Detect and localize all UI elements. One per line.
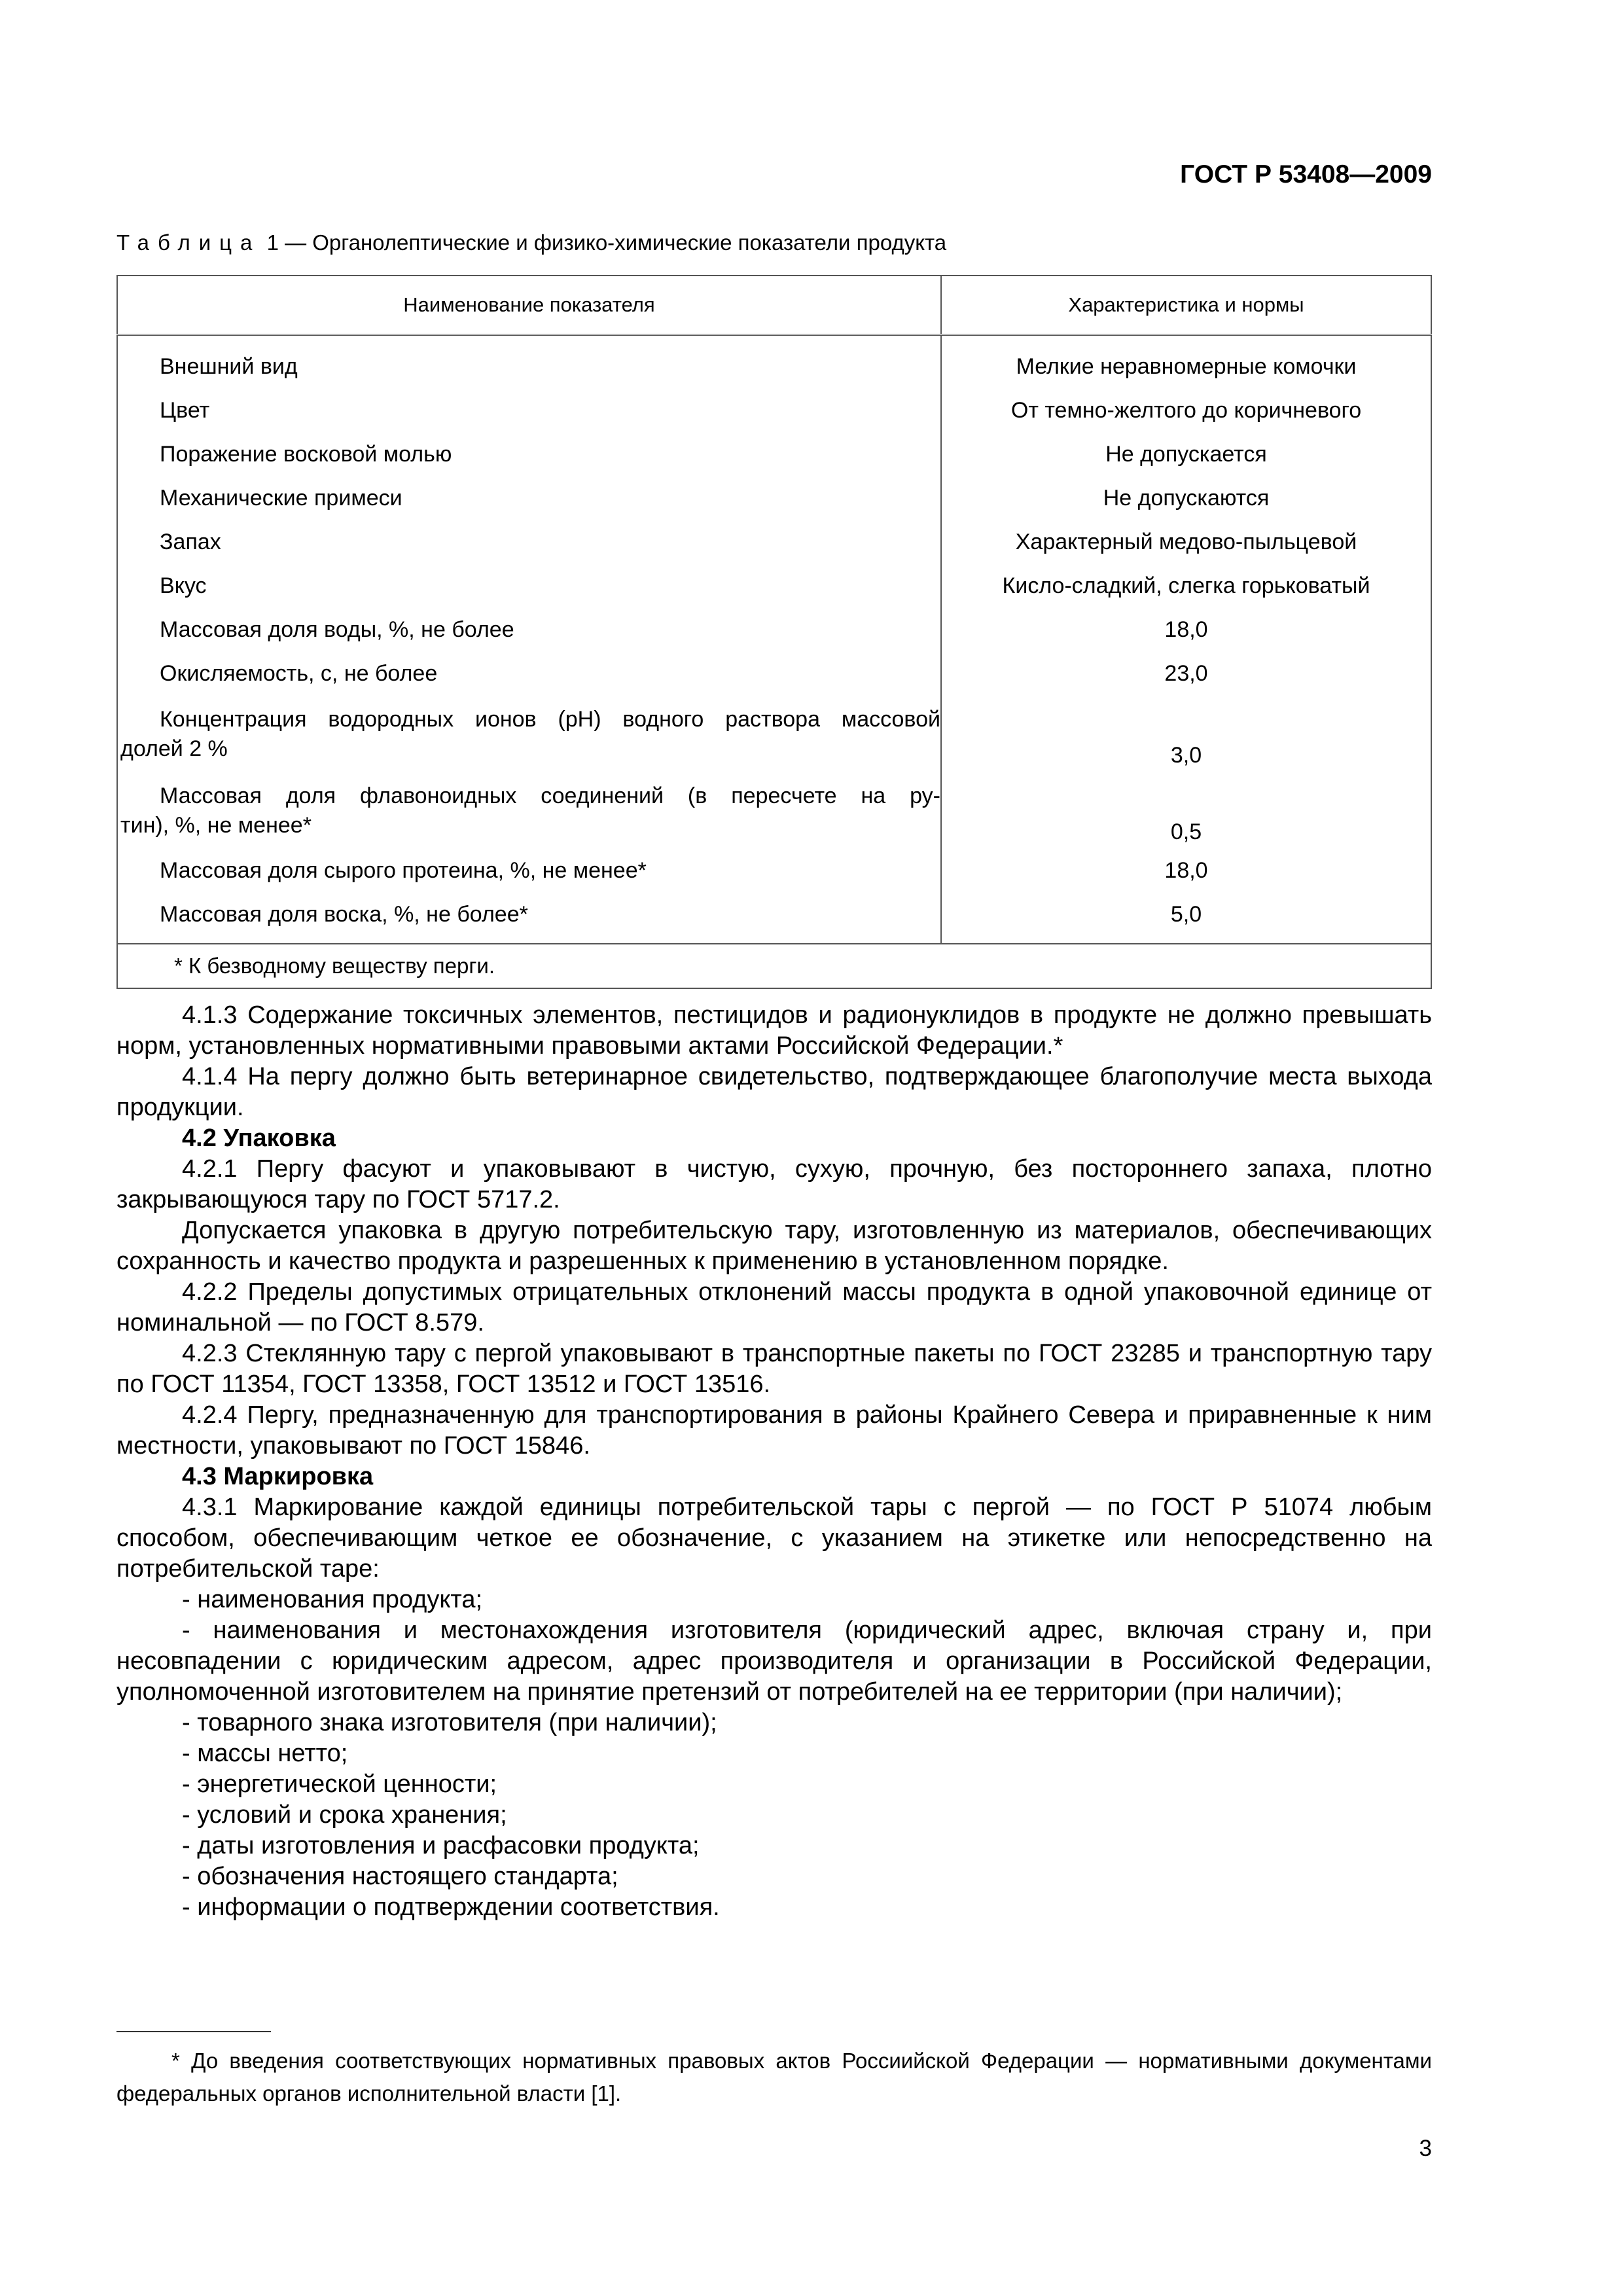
row-value: 18,0 [941, 849, 1431, 893]
list-item: - энергетической ценности; [182, 1770, 497, 1798]
paragraph-4-2-3: 4.2.3 Стеклянную тару с пергой упаковывают в транспортные пакеты по ГОСТ 23285 и транспортную тару по ГОСТ 11354, ГОСТ 13358, ГОСТ 13512 и ГОСТ 13516. [116, 1340, 1432, 1398]
body-text [116, 1000, 1432, 1923]
section-heading-4-3: 4.3 Маркировка [182, 1463, 374, 1490]
row-name: Концентрация водородных ионов (pH) водного раствора массовой долей 2 % [117, 696, 941, 772]
row-value: 23,0 [941, 652, 1431, 696]
column-header-name: Наименование показателя [117, 276, 941, 335]
row-value: Не допускаются [941, 476, 1431, 520]
table-row [117, 772, 1431, 849]
footnote-divider [116, 2031, 271, 2032]
table-row [117, 696, 1431, 772]
paragraph-4-2-1: 4.2.1 Пергу фасуют и упаковывают в чистую, сухую, прочную, без постороннего запаха, плотно закрывающуюся тару по ГОСТ 5717.2. [116, 1155, 1432, 1213]
list-item: - информации о подтверждении соответствия. [182, 1893, 720, 1921]
table-row [117, 652, 1431, 696]
list-item: - обозначения настоящего стандарта; [182, 1863, 618, 1890]
row-name: Поражение восковой молью [117, 433, 941, 476]
list-item: - товарного знака изготовителя (при наличии); [182, 1709, 717, 1736]
paragraph-4-2-1b: Допускается упаковка в другую потребительскую тару, изготовленную из материалов, обеспечивающих сохранность и качество продукта и разрешенных к применению в установленном порядке. [116, 1217, 1432, 1275]
row-value: 5,0 [941, 893, 1431, 944]
row-value: 18,0 [941, 608, 1431, 652]
table-header-row [117, 276, 1431, 335]
document-page [116, 0, 1432, 2296]
table-row [117, 849, 1431, 893]
row-name: Массовая доля сырого протеина, %, не менее* [117, 849, 941, 893]
table-row [117, 520, 1431, 564]
table-caption [116, 230, 946, 255]
row-value: Кисло-сладкий, слегка горьковатый [941, 564, 1431, 608]
indicators-table [116, 275, 1432, 989]
table-row [117, 893, 1431, 944]
row-name: Механические примеси [117, 476, 941, 520]
paragraph-4-3-1: 4.3.1 Маркирование каждой единицы потребительской тары с пергой — по ГОСТ Р 51074 любым способом, обеспечивающим четкое ее обозначение, с указанием на этикетке или непосредственно на потребительской таре: [116, 1494, 1432, 1583]
paragraph-4-1-4: 4.1.4 На пергу должно быть ветеринарное свидетельство, подтверждающее благополучие места выхода продукции. [116, 1063, 1432, 1121]
row-name: Вкус [117, 564, 941, 608]
list-item: - условий и срока хранения; [182, 1801, 507, 1829]
paragraph-4-2-2: 4.2.2 Пределы допустимых отрицательных отклонений массы продукта в одной упаковочной единице от номинальной — по ГОСТ 8.579. [116, 1278, 1432, 1336]
table-note: * К безводному веществу перги. [117, 944, 1431, 988]
table-row [117, 335, 1431, 389]
row-name: Цвет [117, 389, 941, 433]
column-header-value: Характеристика и нормы [941, 276, 1431, 335]
row-value: Не допускается [941, 433, 1431, 476]
footnote: * До введения соответствующих нормативных правовых актов Россиийской Федерации — нормативными документами федеральных органов исполнительной власти [1]. [116, 2049, 1432, 2106]
row-value: 3,0 [941, 696, 1431, 772]
list-item: - наименования и местонахождения изготовителя (юридический адрес, включая страну и, при несовпадении с юридическим адресом, адрес производителя и организации в Российской Федерации, уполномоченной изготовителем на принятие претензий от потребителей на ее территории (при наличии); [116, 1617, 1432, 1706]
table-row [117, 608, 1431, 652]
paragraph-4-2-4: 4.2.4 Пергу, предназначенную для транспортирования в районы Крайнего Севера и приравненные к ним местности, упаковывают по ГОСТ 15846. [116, 1401, 1432, 1460]
paragraph-4-1-3: 4.1.3 Содержание токсичных элементов, пестицидов и радионуклидов в продукте не должно превышать норм, установленных нормативными правовыми актами Российской Федерации.* [116, 1001, 1432, 1060]
row-name: Запах [117, 520, 941, 564]
list-item: - наименования продукта; [182, 1586, 483, 1613]
row-value: Характерный медово-пыльцевой [941, 520, 1431, 564]
table-note-row [117, 944, 1431, 988]
row-name: Массовая доля воска, %, не более* [117, 893, 941, 944]
section-heading-4-2: 4.2 Упаковка [182, 1124, 336, 1152]
table-caption-text: 1 — Органолептические и физико-химические показатели продукта [266, 230, 947, 255]
table-row [117, 389, 1431, 433]
document-code: ГОСТ Р 53408—2009 [1180, 160, 1432, 188]
row-name: Внешний вид [117, 335, 941, 389]
row-value: 0,5 [941, 772, 1431, 849]
row-name: Окисляемость, с, не более [117, 652, 941, 696]
table-caption-label: Таблица [116, 230, 261, 255]
table-row [117, 564, 1431, 608]
table-row [117, 476, 1431, 520]
row-name: Массовая доля воды, %, не более [117, 608, 941, 652]
list-item: - даты изготовления и расфасовки продукта; [182, 1832, 700, 1859]
row-name: Массовая доля флавоноидных соединений (в пересчете на ру- тин), %, не менее* [117, 772, 941, 849]
row-value: От темно-желтого до коричневого [941, 389, 1431, 433]
table-row [117, 433, 1431, 476]
row-value: Мелкие неравномерные комочки [941, 335, 1431, 389]
page-number: 3 [1419, 2136, 1432, 2161]
list-item: - массы нетто; [182, 1740, 348, 1767]
